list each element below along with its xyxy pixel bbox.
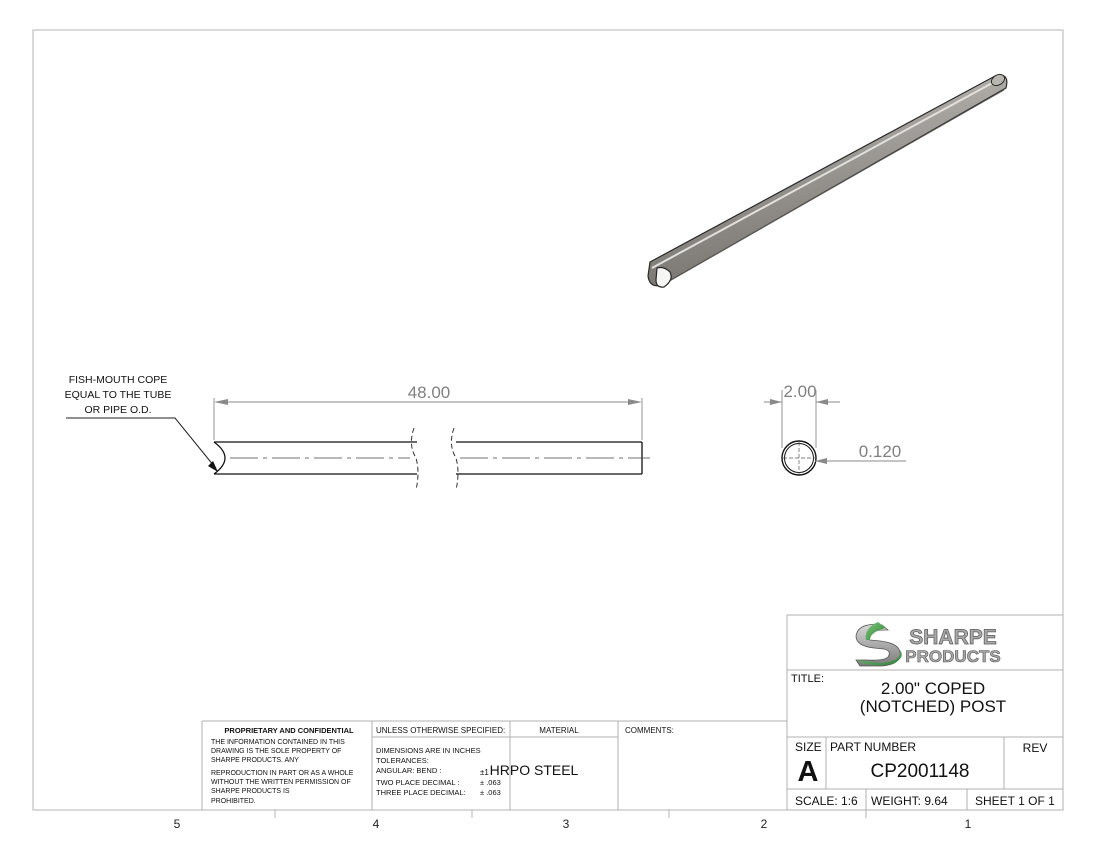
note-leader	[66, 418, 214, 466]
note-line: FISH-MOUTH COPE	[68, 374, 168, 386]
tolerance-value: ± .063	[480, 788, 501, 797]
note-line: OR PIPE O.D.	[84, 404, 152, 416]
tube-end-view	[782, 441, 816, 475]
length-dimension-value: 48.00	[407, 383, 451, 402]
comments-heading: COMMENTS:	[625, 726, 674, 735]
tolerance-value: ±1	[480, 768, 489, 777]
material-value: HRPO STEEL	[489, 762, 579, 778]
dim-arrowhead	[816, 399, 828, 405]
proprietary-line: DRAWING IS THE SOLE PROPERTY OF	[211, 748, 342, 755]
comments-cell	[625, 726, 674, 735]
zone-ticks	[275, 810, 866, 818]
proprietary-line: REPRODUCTION IN PART OR AS A WHOLE	[211, 770, 354, 777]
title-block-text	[791, 673, 1055, 808]
note-line: EQUAL TO THE TUBE	[64, 389, 172, 401]
logo-text-line: SHARPE	[909, 626, 997, 649]
tolerance-line: TOLERANCES:	[376, 756, 429, 765]
proprietary-line: SHARPE PRODUCTS IS	[211, 788, 290, 795]
dim-arrowhead	[628, 399, 642, 405]
proprietary-line: WITHOUT THE WRITTEN PERMISSION OF	[211, 779, 351, 786]
proprietary-line: THE INFORMATION CONTAINED IN THIS	[211, 739, 345, 746]
isometric-tube-view	[648, 72, 1007, 287]
sharpe-products-logo	[856, 622, 1001, 666]
tolerance-line: THREE PLACE DECIMAL:	[376, 788, 466, 797]
leader-arrowhead	[208, 461, 218, 472]
fish-mouth-note	[65, 374, 172, 416]
tolerance-line: ANGULAR: BEND :	[376, 766, 442, 775]
proprietary-line: SHARPE PRODUCTS. ANY	[211, 757, 299, 764]
tolerance-line: TWO PLACE DECIMAL :	[376, 778, 460, 787]
zone-labels	[174, 817, 972, 831]
rev-label: REV	[1022, 741, 1048, 755]
proprietary-heading: PROPRIETARY AND CONFIDENTIAL	[224, 726, 354, 735]
tolerance-value: ± .063	[480, 778, 501, 787]
zone-label: 3	[562, 817, 570, 831]
zone-label: 5	[173, 817, 181, 831]
break-lines	[411, 428, 458, 490]
zone-label: 4	[372, 817, 380, 831]
dim-arrowhead	[214, 399, 228, 405]
tolerance-line: DIMENSIONS ARE IN INCHES	[376, 746, 481, 755]
title-label: TITLE:	[791, 673, 825, 685]
scale-value: SCALE: 1:6	[795, 794, 858, 808]
proprietary-notice	[211, 726, 354, 805]
size-value: A	[797, 756, 819, 788]
weight-value: WEIGHT: 9.64	[871, 794, 948, 808]
material-heading: MATERIAL	[539, 726, 579, 735]
dim-arrowhead	[815, 458, 827, 464]
size-label: SIZE	[795, 740, 822, 754]
length-dimension	[214, 398, 642, 440]
sheet-count: SHEET 1 OF 1	[975, 794, 1055, 808]
part-number-label: PART NUMBER	[830, 740, 917, 754]
od-dimension-value: 2.00	[783, 382, 817, 401]
wall-thickness-value: 0.120	[858, 442, 902, 461]
zone-label: 1	[964, 817, 972, 831]
dim-arrowhead	[770, 399, 782, 405]
drawing-title-line: (NOTCHED) POST	[859, 697, 1007, 716]
tolerance-heading: UNLESS OTHERWISE SPECIFIED:	[376, 726, 506, 735]
zone-label: 2	[760, 817, 768, 831]
logo-text-line: PRODUCTS	[905, 647, 1001, 666]
drawing-title-line: 2.00" COPED	[880, 679, 986, 698]
proprietary-line: PROHIBITED.	[211, 798, 256, 805]
part-number: CP2001148	[870, 761, 970, 782]
